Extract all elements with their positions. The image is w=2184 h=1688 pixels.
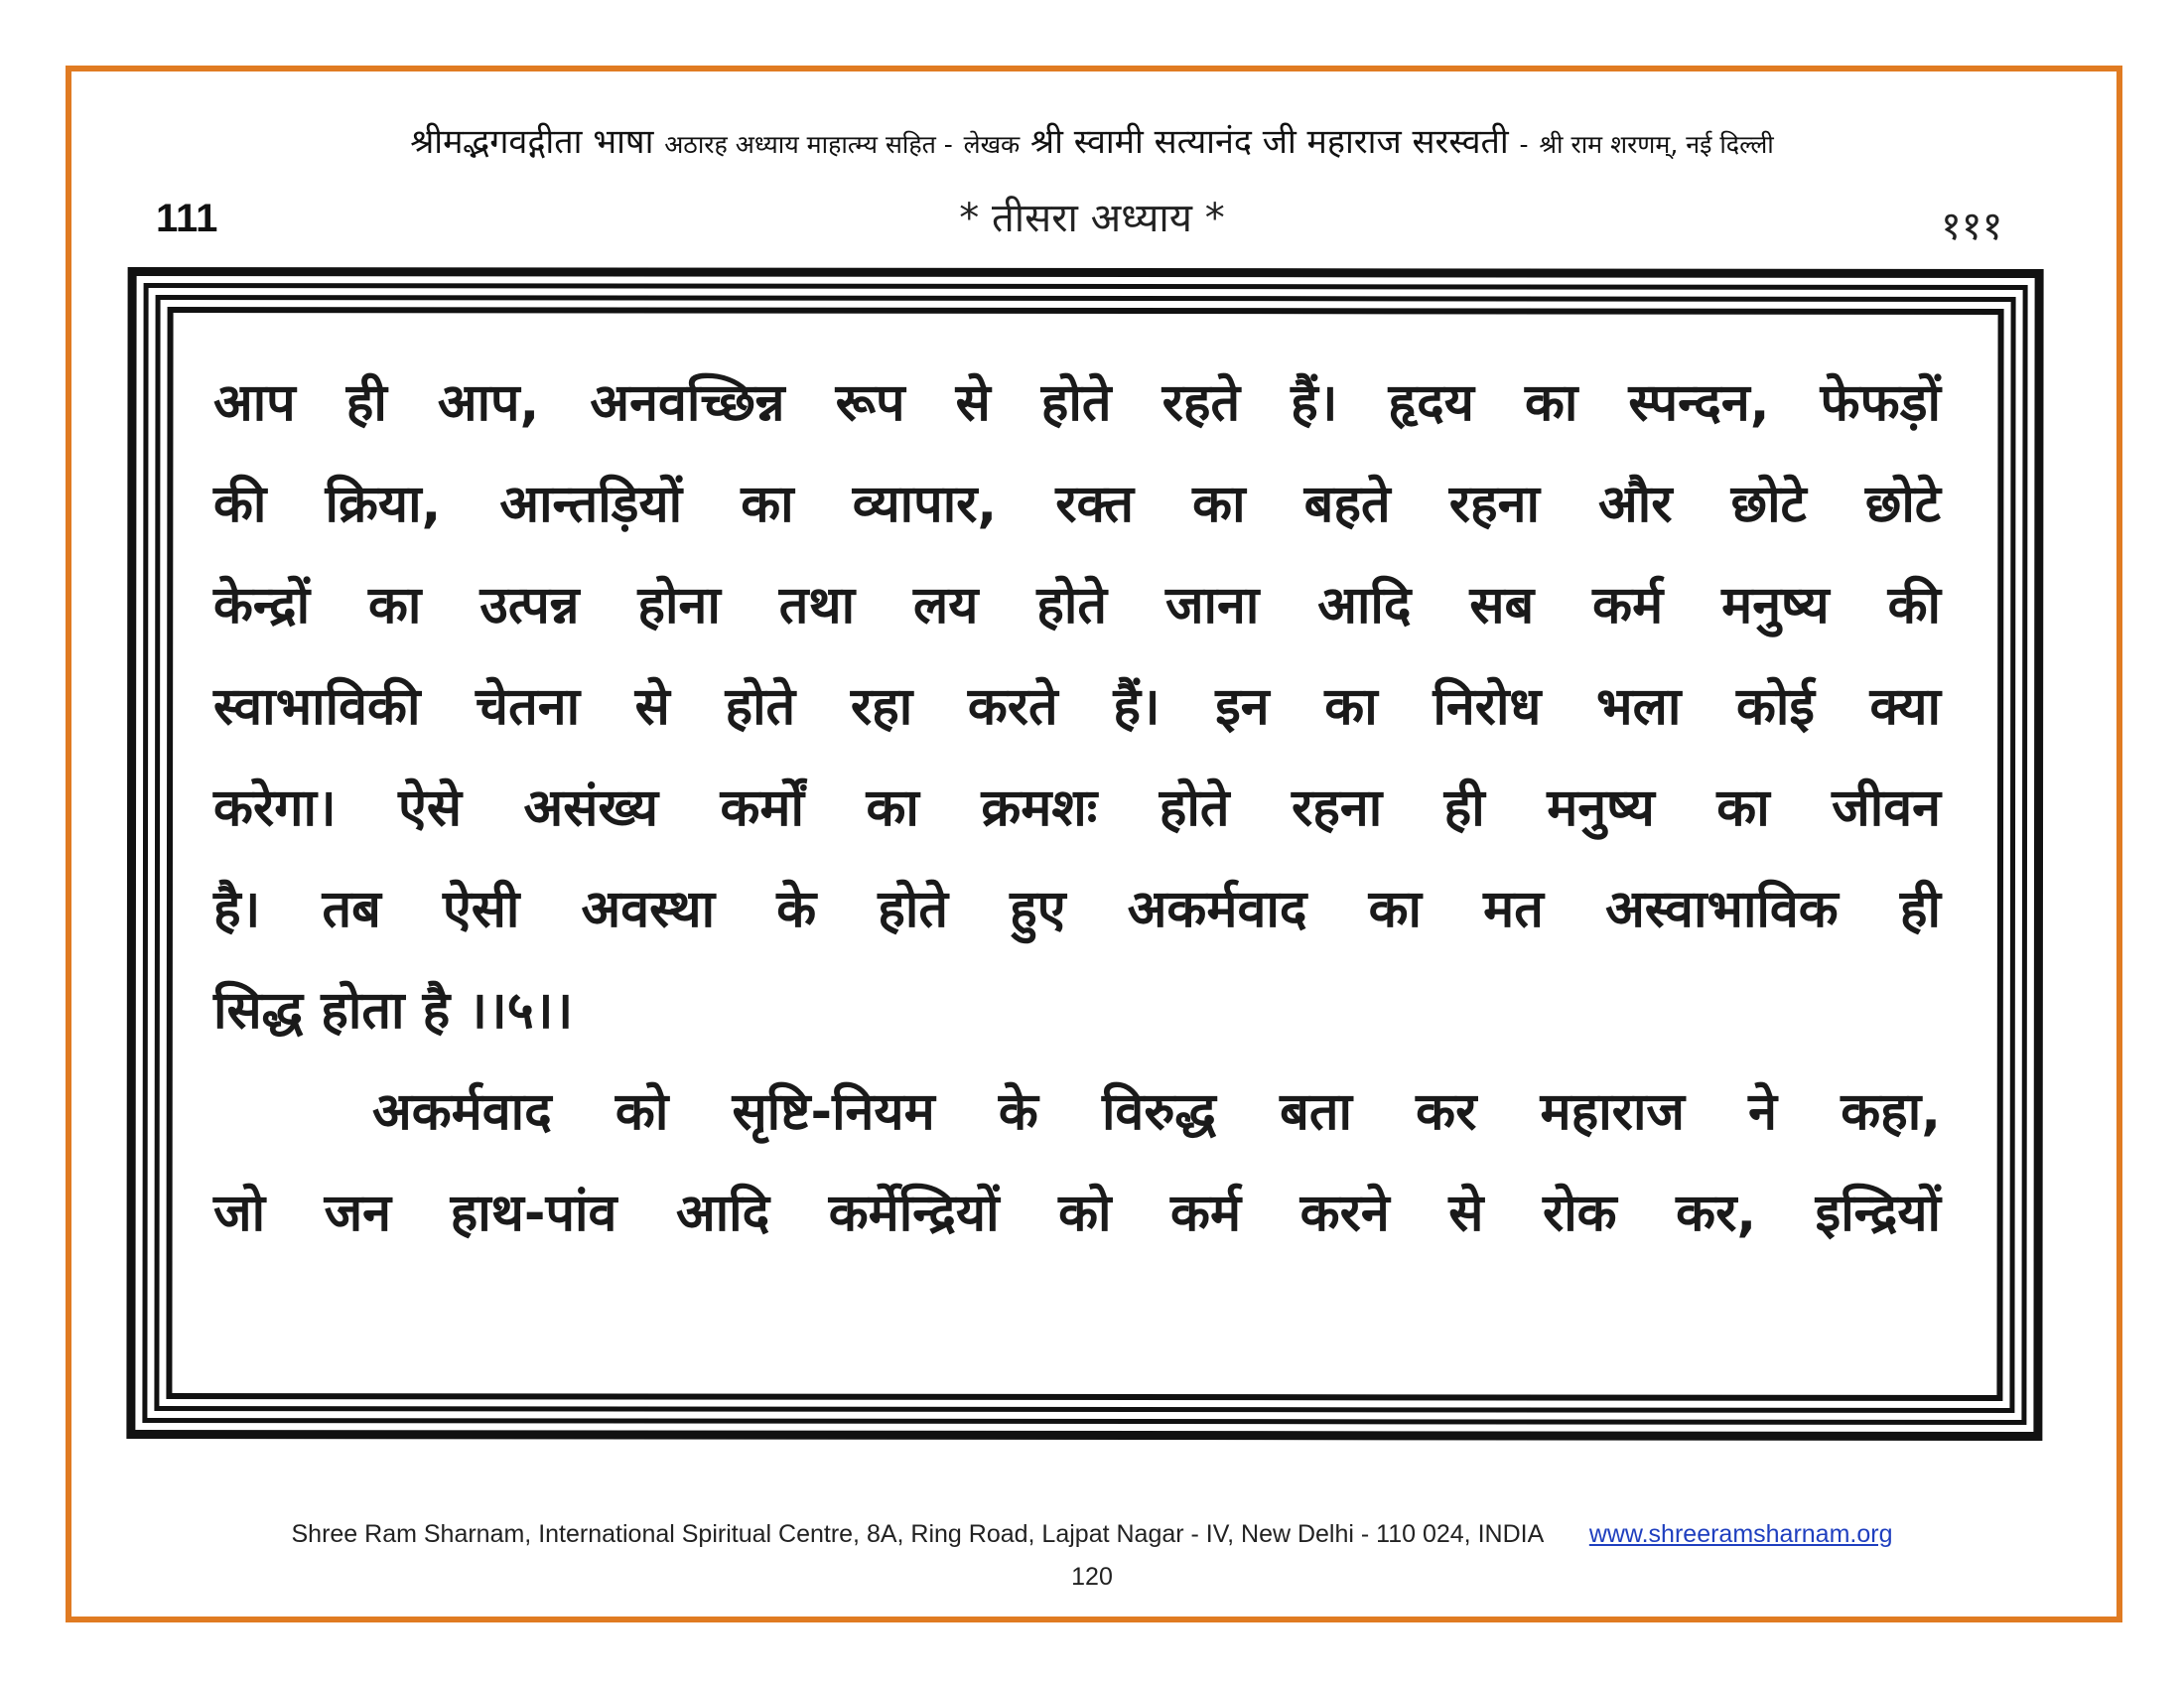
text-line: करेगा। ऐसे असंख्य कर्मों का क्रमशः होते रहना ही मनुष्य का जीवन bbox=[213, 778, 1941, 838]
text-line: सिद्ध होता है ।।५।। bbox=[213, 981, 574, 1041]
scripture-text bbox=[213, 352, 1941, 1264]
header-separator: - bbox=[1519, 130, 1529, 159]
footer-address: Shree Ram Sharnam, International Spiritual Centre, 8A, Ring Road, Lajpat Nagar - IV, New Delhi - 110 024, INDIA bbox=[291, 1520, 1543, 1548]
text-line: स्वाभाविकी चेतना से होते रहा करते हैं। इन का निरोध भला कोई क्या bbox=[213, 677, 1941, 737]
page-number-arabic: 111 bbox=[156, 197, 218, 240]
text-line: केन्द्रों का उत्पन्न होना तथा लय होते जाना आदि सब कर्म मनुष्य की bbox=[213, 576, 1941, 635]
author-prefix: लेखक bbox=[963, 130, 1021, 159]
page-number-devanagari: १११ bbox=[1941, 204, 2003, 249]
text-line: आप ही आप, अनवच्छिन्न रूप से होते रहते हैं। हृदय का स्पन्दन, फेफड़ों bbox=[213, 373, 1941, 433]
website-link[interactable]: www.shreeramsharnam.org bbox=[1588, 1520, 1893, 1548]
book-title: श्रीमद्भगवद्गीता भाषा bbox=[410, 122, 654, 162]
page-header bbox=[99, 117, 2085, 163]
book-subtitle: अठारह अध्याय माहात्म्य सहित - bbox=[664, 130, 953, 159]
footer-page-number: 120 bbox=[1071, 1563, 1113, 1591]
text-line: है। तब ऐसी अवस्था के होते हुए अकर्मवाद का मत अस्वाभाविक ही bbox=[213, 880, 1941, 939]
text-line: जो जन हाथ-पांव आदि कर्मेन्द्रियों को कर्म करने से रोक कर, इन्द्रियों bbox=[213, 1184, 1941, 1243]
text-line: की क्रिया, आन्तड़ियों का व्यापार, रक्त का बहते रहना और छोटे छोटे bbox=[213, 475, 1941, 534]
chapter-heading: * तीसरा अध्याय * bbox=[959, 196, 1225, 241]
text-line: अकर्मवाद को सृष्टि-नियम के विरुद्ध बता कर महाराज ने कहा, bbox=[372, 1082, 1941, 1142]
publisher-name: श्री राम शरणम्, नई दिल्ली bbox=[1539, 130, 1774, 159]
author-name: श्री स्वामी सत्यानंद जी महाराज सरस्वती bbox=[1030, 122, 1509, 162]
footer bbox=[99, 1520, 2085, 1549]
